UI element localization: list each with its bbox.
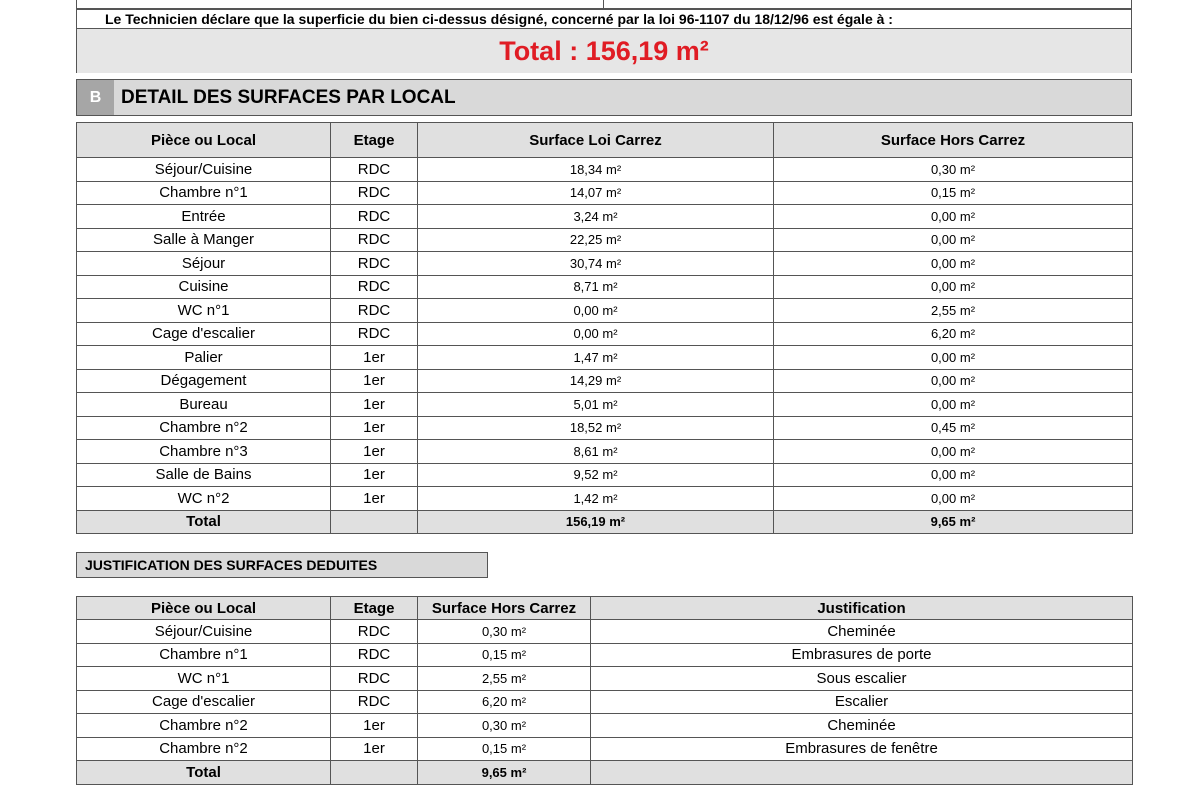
room-cell: Cage d'escalier	[77, 690, 331, 714]
carrez-surface-cell: 14,29 m²	[418, 369, 774, 393]
total-row	[77, 510, 1133, 534]
carrez-surface-cell: 9,52 m²	[418, 463, 774, 487]
column-header-floor: Etage	[331, 597, 418, 620]
table-row	[77, 346, 1133, 370]
room-cell: Séjour/Cuisine	[77, 620, 331, 644]
non-carrez-surface-cell: 6,20 m²	[418, 690, 591, 714]
column-header-room: Pièce ou Local	[77, 123, 331, 158]
declaration-total: Total : 156,19 m²	[77, 29, 1131, 73]
floor-cell: RDC	[331, 667, 418, 691]
justification-cell: Sous escalier	[591, 667, 1133, 691]
table-row	[77, 228, 1133, 252]
room-cell: WC n°1	[77, 667, 331, 691]
detail-surfaces-table	[76, 122, 1133, 534]
table-row	[77, 158, 1133, 182]
room-cell: Séjour	[77, 252, 331, 276]
non-carrez-surface-cell: 0,00 m²	[774, 440, 1133, 464]
room-cell: Dégagement	[77, 369, 331, 393]
column-header-room: Pièce ou Local	[77, 597, 331, 620]
non-carrez-surface-cell: 0,15 m²	[418, 737, 591, 761]
room-cell: Chambre n°1	[77, 181, 331, 205]
table-row	[77, 463, 1133, 487]
floor-cell: 1er	[331, 346, 418, 370]
justification-cell: Escalier	[591, 690, 1133, 714]
room-cell: Chambre n°3	[77, 440, 331, 464]
column-header-justification: Justification	[591, 597, 1133, 620]
room-cell: Salle de Bains	[77, 463, 331, 487]
section-title: DETAIL DES SURFACES PAR LOCAL	[121, 87, 456, 108]
non-carrez-surface-cell: 0,00 m²	[774, 228, 1133, 252]
floor-cell: 1er	[331, 714, 418, 738]
table-row	[77, 737, 1133, 761]
floor-cell: 1er	[331, 463, 418, 487]
non-carrez-surface-cell: 0,30 m²	[774, 158, 1133, 182]
table-row	[77, 275, 1133, 299]
floor-cell: RDC	[331, 690, 418, 714]
column-header-non-carrez-surface: Surface Hors Carrez	[418, 597, 591, 620]
room-cell: Salle à Manger	[77, 228, 331, 252]
floor-cell-total	[331, 761, 418, 785]
table-row	[77, 667, 1133, 691]
table-row	[77, 690, 1133, 714]
table-row	[77, 322, 1133, 346]
total-label: Total	[77, 510, 331, 534]
non-carrez-surface-cell: 0,00 m²	[774, 369, 1133, 393]
room-cell: Chambre n°2	[77, 714, 331, 738]
non-carrez-surface-cell: 0,15 m²	[418, 643, 591, 667]
justification-cell: Cheminée	[591, 620, 1133, 644]
room-cell: Séjour/Cuisine	[77, 158, 331, 182]
table-row	[77, 487, 1133, 511]
justification-cell: Embrasures de porte	[591, 643, 1133, 667]
declaration-text: Le Technicien déclare que la superficie du bien ci-dessus désigné, concerné par la loi 96-1107 du 18/12/96 est égale à :	[77, 10, 1131, 29]
floor-cell: RDC	[331, 299, 418, 323]
non-carrez-surface-cell: 6,20 m²	[774, 322, 1133, 346]
table-row	[77, 393, 1133, 417]
room-cell: Chambre n°2	[77, 416, 331, 440]
justification-cell: Cheminée	[591, 714, 1133, 738]
floor-cell: 1er	[331, 416, 418, 440]
table-row	[77, 643, 1133, 667]
non-carrez-surface-cell: 0,00 m²	[774, 205, 1133, 229]
floor-cell: 1er	[331, 393, 418, 417]
room-cell: Cage d'escalier	[77, 322, 331, 346]
non-carrez-surface-cell: 2,55 m²	[418, 667, 591, 691]
room-cell: Chambre n°1	[77, 643, 331, 667]
surface-declaration	[76, 9, 1132, 73]
column-header-non-carrez-surface: Surface Hors Carrez	[774, 123, 1133, 158]
table-row	[77, 181, 1133, 205]
carrez-surface-cell: 30,74 m²	[418, 252, 774, 276]
carrez-surface-cell: 5,01 m²	[418, 393, 774, 417]
floor-cell: 1er	[331, 487, 418, 511]
table-row	[77, 416, 1133, 440]
carrez-surface-cell: 22,25 m²	[418, 228, 774, 252]
section-b-header	[76, 79, 1132, 116]
column-header-floor: Etage	[331, 123, 418, 158]
floor-cell: 1er	[331, 440, 418, 464]
floor-cell: RDC	[331, 181, 418, 205]
room-cell: Chambre n°2	[77, 737, 331, 761]
floor-cell: 1er	[331, 737, 418, 761]
table-header-row	[77, 123, 1133, 158]
carrez-surface-cell-total: 156,19 m²	[418, 510, 774, 534]
floor-cell: RDC	[331, 275, 418, 299]
non-carrez-surface-cell: 0,00 m²	[774, 487, 1133, 511]
carrez-surface-cell: 1,47 m²	[418, 346, 774, 370]
table-row	[77, 205, 1133, 229]
carrez-surface-cell: 8,71 m²	[418, 275, 774, 299]
table-row	[77, 440, 1133, 464]
previous-table-divider	[603, 0, 604, 9]
non-carrez-surface-cell-total: 9,65 m²	[418, 761, 591, 785]
carrez-surface-cell: 18,52 m²	[418, 416, 774, 440]
total-label: Total	[77, 761, 331, 785]
section-letter: B	[77, 80, 114, 115]
non-carrez-surface-cell: 2,55 m²	[774, 299, 1133, 323]
room-cell: Bureau	[77, 393, 331, 417]
floor-cell: RDC	[331, 620, 418, 644]
floor-cell: 1er	[331, 369, 418, 393]
room-cell: WC n°1	[77, 299, 331, 323]
floor-cell: RDC	[331, 205, 418, 229]
non-carrez-surface-cell: 0,30 m²	[418, 714, 591, 738]
non-carrez-surface-cell-total: 9,65 m²	[774, 510, 1133, 534]
carrez-surface-cell: 3,24 m²	[418, 205, 774, 229]
carrez-surface-cell: 0,00 m²	[418, 322, 774, 346]
justification-cell: Embrasures de fenêtre	[591, 737, 1133, 761]
non-carrez-surface-cell: 0,00 m²	[774, 393, 1133, 417]
total-row	[77, 761, 1133, 785]
room-cell: Entrée	[77, 205, 331, 229]
table-row	[77, 714, 1133, 738]
previous-table-bottom	[76, 0, 1132, 9]
table-header-row	[77, 597, 1133, 620]
table-row	[77, 620, 1133, 644]
justification-title: JUSTIFICATION DES SURFACES DEDUITES	[76, 552, 488, 578]
floor-cell: RDC	[331, 252, 418, 276]
non-carrez-surface-cell: 0,30 m²	[418, 620, 591, 644]
non-carrez-surface-cell: 0,45 m²	[774, 416, 1133, 440]
floor-cell: RDC	[331, 643, 418, 667]
carrez-surface-cell: 14,07 m²	[418, 181, 774, 205]
justification-cell-total	[591, 761, 1133, 785]
table-row	[77, 252, 1133, 276]
non-carrez-surface-cell: 0,00 m²	[774, 346, 1133, 370]
non-carrez-surface-cell: 0,00 m²	[774, 275, 1133, 299]
non-carrez-surface-cell: 0,15 m²	[774, 181, 1133, 205]
room-cell: Palier	[77, 346, 331, 370]
carrez-surface-cell: 18,34 m²	[418, 158, 774, 182]
floor-cell: RDC	[331, 158, 418, 182]
carrez-surface-cell: 1,42 m²	[418, 487, 774, 511]
room-cell: WC n°2	[77, 487, 331, 511]
non-carrez-surface-cell: 0,00 m²	[774, 252, 1133, 276]
room-cell: Cuisine	[77, 275, 331, 299]
table-row	[77, 369, 1133, 393]
justification-table	[76, 596, 1133, 785]
floor-cell: RDC	[331, 228, 418, 252]
non-carrez-surface-cell: 0,00 m²	[774, 463, 1133, 487]
floor-cell: RDC	[331, 322, 418, 346]
floor-cell-total	[331, 510, 418, 534]
carrez-surface-cell: 8,61 m²	[418, 440, 774, 464]
column-header-carrez-surface: Surface Loi Carrez	[418, 123, 774, 158]
table-row	[77, 299, 1133, 323]
carrez-surface-cell: 0,00 m²	[418, 299, 774, 323]
